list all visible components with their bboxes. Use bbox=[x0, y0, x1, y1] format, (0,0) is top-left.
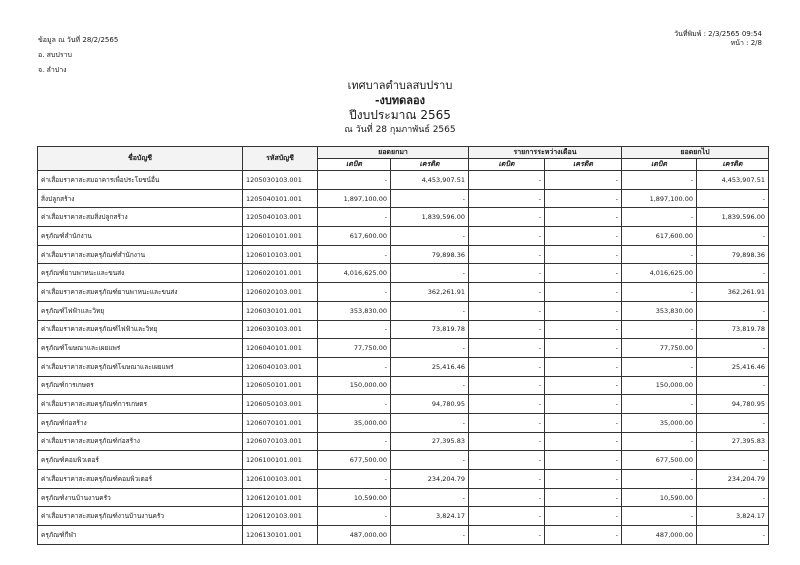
table-row bbox=[38, 171, 769, 190]
cell-during-debit: - bbox=[469, 245, 545, 264]
col-opening: ยอดยกมา bbox=[318, 147, 469, 159]
as-of-date: ณ วันที่ 28 กุมภาพันธ์ 2565 bbox=[344, 125, 456, 135]
cell-during-debit: - bbox=[469, 301, 545, 320]
cell-opening-debit: 10,590.00 bbox=[318, 488, 391, 507]
cell-opening-credit: - bbox=[391, 526, 469, 545]
cell-closing-debit: 10,590.00 bbox=[622, 488, 697, 507]
cell-account-name: ค่าเสื่อมราคาสะสมครุภัณฑ์โฆษณาและเผยแพร่ bbox=[38, 357, 243, 376]
cell-account-name: สิ่งปลูกสร้าง bbox=[38, 189, 243, 208]
report-meta-left bbox=[38, 36, 118, 81]
cell-closing-debit: 677,500.00 bbox=[622, 451, 697, 470]
cell-opening-debit: - bbox=[318, 320, 391, 339]
fiscal-year: ปีงบประมาณ 2565 bbox=[349, 108, 451, 122]
cell-account-name: ค่าเสื่อมราคาสะสมอาคารเพื่อประโยชน์อื่น bbox=[38, 171, 243, 190]
cell-closing-credit: - bbox=[697, 488, 769, 507]
cell-closing-credit: 234,204.79 bbox=[697, 470, 769, 489]
cell-closing-debit: - bbox=[622, 171, 697, 190]
cell-during-debit: - bbox=[469, 208, 545, 227]
col-opening-debit: เดบิต bbox=[318, 159, 391, 171]
cell-closing-credit: 3,824.17 bbox=[697, 507, 769, 526]
trial-balance-table bbox=[37, 146, 769, 545]
cell-closing-debit: - bbox=[622, 283, 697, 302]
cell-opening-credit: 27,395.83 bbox=[391, 432, 469, 451]
cell-during-debit: - bbox=[469, 264, 545, 283]
cell-closing-debit: - bbox=[622, 245, 697, 264]
cell-closing-credit: - bbox=[697, 526, 769, 545]
cell-during-credit: - bbox=[545, 320, 622, 339]
district: อ. สบปราบ bbox=[38, 51, 72, 59]
table-row bbox=[38, 264, 769, 283]
cell-account-name: ค่าเสื่อมราคาสะสมสิ่งปลูกสร้าง bbox=[38, 208, 243, 227]
cell-account-code: 1206050103.001 bbox=[243, 395, 318, 414]
table-row bbox=[38, 526, 769, 545]
col-closing-debit: เดบิต bbox=[622, 159, 697, 171]
cell-account-code: 1206120103.001 bbox=[243, 507, 318, 526]
cell-opening-debit: - bbox=[318, 470, 391, 489]
cell-during-debit: - bbox=[469, 320, 545, 339]
cell-during-credit: - bbox=[545, 208, 622, 227]
data-date: ข้อมูล ณ วันที่ 28/2/2565 bbox=[38, 36, 119, 44]
cell-account-name: ค่าเสื่อมราคาสะสมครุภัณฑ์ยานพาหนะและขนส่ง bbox=[38, 283, 243, 302]
cell-account-name: ครุภัณฑ์กีฬา bbox=[38, 526, 243, 545]
cell-account-name: ครุภัณฑ์สำนักงาน bbox=[38, 227, 243, 246]
cell-account-code: 1206070103.001 bbox=[243, 432, 318, 451]
cell-account-code: 1206030103.001 bbox=[243, 320, 318, 339]
cell-opening-debit: 677,500.00 bbox=[318, 451, 391, 470]
cell-opening-credit: - bbox=[391, 189, 469, 208]
cell-opening-credit: 234,204.79 bbox=[391, 470, 469, 489]
report-name: -งบทดลอง bbox=[374, 94, 426, 107]
cell-closing-debit: 150,000.00 bbox=[622, 376, 697, 395]
cell-during-credit: - bbox=[545, 488, 622, 507]
cell-closing-credit: - bbox=[697, 264, 769, 283]
cell-closing-debit: 1,897,100.00 bbox=[622, 189, 697, 208]
col-during: รายการระหว่างเดือน bbox=[469, 147, 622, 159]
cell-during-credit: - bbox=[545, 339, 622, 358]
table-row bbox=[38, 208, 769, 227]
table-row bbox=[38, 189, 769, 208]
cell-opening-debit: - bbox=[318, 395, 391, 414]
cell-account-name: ค่าเสื่อมราคาสะสมครุภัณฑ์สำนักงาน bbox=[38, 245, 243, 264]
cell-opening-credit: - bbox=[391, 264, 469, 283]
cell-account-code: 1206050101.001 bbox=[243, 376, 318, 395]
cell-account-name: ค่าเสื่อมราคาสะสมครุภัณฑ์คอมพิวเตอร์ bbox=[38, 470, 243, 489]
table-row bbox=[38, 227, 769, 246]
cell-closing-debit: - bbox=[622, 470, 697, 489]
cell-account-name: ครุภัณฑ์งานบ้านงานครัว bbox=[38, 488, 243, 507]
cell-closing-credit: - bbox=[697, 451, 769, 470]
cell-account-code: 1206020103.001 bbox=[243, 283, 318, 302]
cell-opening-debit: - bbox=[318, 507, 391, 526]
col-opening-credit: เครดิต bbox=[391, 159, 469, 171]
cell-account-name: ค่าเสื่อมราคาสะสมครุภัณฑ์การเกษตร bbox=[38, 395, 243, 414]
cell-opening-credit: - bbox=[391, 339, 469, 358]
cell-opening-credit: - bbox=[391, 413, 469, 432]
cell-during-debit: - bbox=[469, 189, 545, 208]
cell-account-code: 1206010103.001 bbox=[243, 245, 318, 264]
cell-opening-credit: 73,819.78 bbox=[391, 320, 469, 339]
cell-account-code: 1205040101.001 bbox=[243, 189, 318, 208]
cell-closing-debit: 35,000.00 bbox=[622, 413, 697, 432]
cell-account-name: ครุภัณฑ์คอมพิวเตอร์ bbox=[38, 451, 243, 470]
cell-opening-debit: 617,600.00 bbox=[318, 227, 391, 246]
cell-opening-credit: 1,839,596.00 bbox=[391, 208, 469, 227]
cell-opening-debit: 150,000.00 bbox=[318, 376, 391, 395]
cell-opening-credit: - bbox=[391, 488, 469, 507]
cell-during-debit: - bbox=[469, 507, 545, 526]
cell-during-credit: - bbox=[545, 395, 622, 414]
cell-closing-credit: - bbox=[697, 227, 769, 246]
cell-opening-credit: - bbox=[391, 376, 469, 395]
cell-closing-debit: 487,000.00 bbox=[622, 526, 697, 545]
table-row bbox=[38, 488, 769, 507]
cell-during-credit: - bbox=[545, 357, 622, 376]
cell-opening-credit: 25,416.46 bbox=[391, 357, 469, 376]
table-row bbox=[38, 451, 769, 470]
cell-account-code: 1206040101.001 bbox=[243, 339, 318, 358]
cell-during-debit: - bbox=[469, 227, 545, 246]
cell-closing-credit: - bbox=[697, 413, 769, 432]
cell-closing-credit: - bbox=[697, 376, 769, 395]
cell-opening-credit: - bbox=[391, 301, 469, 320]
cell-during-debit: - bbox=[469, 283, 545, 302]
cell-closing-debit: 4,016,625.00 bbox=[622, 264, 697, 283]
province: จ. ลำปาง bbox=[38, 66, 67, 74]
col-during-credit: เครดิต bbox=[545, 159, 622, 171]
cell-closing-debit: - bbox=[622, 432, 697, 451]
table-body bbox=[38, 171, 769, 545]
cell-closing-debit: - bbox=[622, 357, 697, 376]
cell-opening-debit: - bbox=[318, 283, 391, 302]
cell-closing-debit: 77,750.00 bbox=[622, 339, 697, 358]
cell-opening-credit: - bbox=[391, 451, 469, 470]
cell-opening-credit: 3,824.17 bbox=[391, 507, 469, 526]
cell-during-debit: - bbox=[469, 413, 545, 432]
cell-account-code: 1206070101.001 bbox=[243, 413, 318, 432]
table-row bbox=[38, 320, 769, 339]
cell-during-credit: - bbox=[545, 451, 622, 470]
table-row bbox=[38, 245, 769, 264]
cell-closing-credit: - bbox=[697, 189, 769, 208]
report-title-block bbox=[0, 78, 800, 138]
cell-account-code: 1206030101.001 bbox=[243, 301, 318, 320]
table-row bbox=[38, 339, 769, 358]
cell-account-name: ครุภัณฑ์โฆษณาและเผยแพร่ bbox=[38, 339, 243, 358]
cell-closing-credit: 94,780.95 bbox=[697, 395, 769, 414]
cell-account-name: ค่าเสื่อมราคาสะสมครุภัณฑ์งานบ้านงานครัว bbox=[38, 507, 243, 526]
cell-account-code: 1206020101.001 bbox=[243, 264, 318, 283]
cell-account-code: 1206010101.001 bbox=[243, 227, 318, 246]
table-row bbox=[38, 395, 769, 414]
cell-during-debit: - bbox=[469, 376, 545, 395]
cell-closing-debit: - bbox=[622, 395, 697, 414]
table-row bbox=[38, 413, 769, 432]
cell-during-credit: - bbox=[545, 470, 622, 489]
col-account-name: ชื่อบัญชี bbox=[38, 147, 243, 171]
table-row bbox=[38, 507, 769, 526]
org-name: เทศบาลตำบลสบปราบ bbox=[347, 79, 453, 92]
cell-account-code: 1205040103.001 bbox=[243, 208, 318, 227]
cell-closing-credit: - bbox=[697, 339, 769, 358]
cell-account-code: 1206040103.001 bbox=[243, 357, 318, 376]
cell-opening-debit: - bbox=[318, 208, 391, 227]
table-row bbox=[38, 357, 769, 376]
cell-account-name: ค่าเสื่อมราคาสะสมครุภัณฑ์ไฟฟ้าและวิทยุ bbox=[38, 320, 243, 339]
cell-opening-credit: 94,780.95 bbox=[391, 395, 469, 414]
col-during-debit: เดบิต bbox=[469, 159, 545, 171]
report-meta-right bbox=[674, 30, 762, 48]
cell-closing-credit: 4,453,907.51 bbox=[697, 171, 769, 190]
cell-opening-debit: 4,016,625.00 bbox=[318, 264, 391, 283]
cell-during-credit: - bbox=[545, 171, 622, 190]
cell-during-debit: - bbox=[469, 339, 545, 358]
cell-during-credit: - bbox=[545, 376, 622, 395]
cell-during-credit: - bbox=[545, 227, 622, 246]
col-account-code: รหัสบัญชี bbox=[243, 147, 318, 171]
cell-closing-credit: 362,261.91 bbox=[697, 283, 769, 302]
cell-opening-debit: 77,750.00 bbox=[318, 339, 391, 358]
header-row-1 bbox=[38, 147, 769, 159]
cell-during-credit: - bbox=[545, 413, 622, 432]
cell-account-code: 1206130101.001 bbox=[243, 526, 318, 545]
cell-closing-debit: 353,830.00 bbox=[622, 301, 697, 320]
cell-opening-debit: 487,000.00 bbox=[318, 526, 391, 545]
table-row bbox=[38, 283, 769, 302]
cell-closing-credit: 25,416.46 bbox=[697, 357, 769, 376]
cell-closing-credit: 73,819.78 bbox=[697, 320, 769, 339]
cell-closing-debit: - bbox=[622, 507, 697, 526]
cell-account-name: ครุภัณฑ์ก่อสร้าง bbox=[38, 413, 243, 432]
cell-opening-debit: 35,000.00 bbox=[318, 413, 391, 432]
cell-opening-credit: - bbox=[391, 227, 469, 246]
cell-account-code: 1206100101.001 bbox=[243, 451, 318, 470]
cell-opening-debit: - bbox=[318, 245, 391, 264]
table-row bbox=[38, 376, 769, 395]
cell-account-name: ครุภัณฑ์ยานพาหนะและขนส่ง bbox=[38, 264, 243, 283]
cell-account-name: ค่าเสื่อมราคาสะสมครุภัณฑ์ก่อสร้าง bbox=[38, 432, 243, 451]
cell-during-credit: - bbox=[545, 283, 622, 302]
cell-opening-debit: - bbox=[318, 432, 391, 451]
cell-opening-credit: 362,261.91 bbox=[391, 283, 469, 302]
cell-during-credit: - bbox=[545, 526, 622, 545]
cell-account-code: 1206100103.001 bbox=[243, 470, 318, 489]
cell-closing-debit: - bbox=[622, 208, 697, 227]
cell-during-debit: - bbox=[469, 526, 545, 545]
cell-closing-credit: 1,839,596.00 bbox=[697, 208, 769, 227]
cell-during-debit: - bbox=[469, 432, 545, 451]
cell-opening-debit: 353,830.00 bbox=[318, 301, 391, 320]
page-number: หน้า : 2/8 bbox=[730, 39, 762, 47]
cell-account-code: 1206120101.001 bbox=[243, 488, 318, 507]
cell-closing-credit: 79,898.36 bbox=[697, 245, 769, 264]
cell-account-code: 1205030103.001 bbox=[243, 171, 318, 190]
cell-opening-debit: - bbox=[318, 357, 391, 376]
print-date: วันที่พิมพ์ : 2/3/2565 09:54 bbox=[674, 30, 762, 38]
cell-during-credit: - bbox=[545, 245, 622, 264]
cell-account-name: ครุภัณฑ์การเกษตร bbox=[38, 376, 243, 395]
table-row bbox=[38, 432, 769, 451]
col-closing-credit: เครดิต bbox=[697, 159, 769, 171]
cell-during-credit: - bbox=[545, 507, 622, 526]
table-row bbox=[38, 470, 769, 489]
cell-closing-debit: 617,600.00 bbox=[622, 227, 697, 246]
cell-during-debit: - bbox=[469, 395, 545, 414]
cell-during-credit: - bbox=[545, 189, 622, 208]
cell-closing-credit: - bbox=[697, 301, 769, 320]
cell-closing-credit: 27,395.83 bbox=[697, 432, 769, 451]
cell-during-debit: - bbox=[469, 451, 545, 470]
cell-during-debit: - bbox=[469, 488, 545, 507]
cell-closing-debit: - bbox=[622, 320, 697, 339]
cell-opening-debit: 1,897,100.00 bbox=[318, 189, 391, 208]
cell-opening-debit: - bbox=[318, 171, 391, 190]
cell-during-credit: - bbox=[545, 264, 622, 283]
cell-during-debit: - bbox=[469, 357, 545, 376]
table-row bbox=[38, 301, 769, 320]
cell-opening-credit: 79,898.36 bbox=[391, 245, 469, 264]
cell-during-credit: - bbox=[545, 301, 622, 320]
col-closing: ยอดยกไป bbox=[622, 147, 769, 159]
cell-during-debit: - bbox=[469, 470, 545, 489]
cell-during-credit: - bbox=[545, 432, 622, 451]
cell-during-debit: - bbox=[469, 171, 545, 190]
cell-opening-credit: 4,453,907.51 bbox=[391, 171, 469, 190]
cell-account-name: ครุภัณฑ์ไฟฟ้าและวิทยุ bbox=[38, 301, 243, 320]
